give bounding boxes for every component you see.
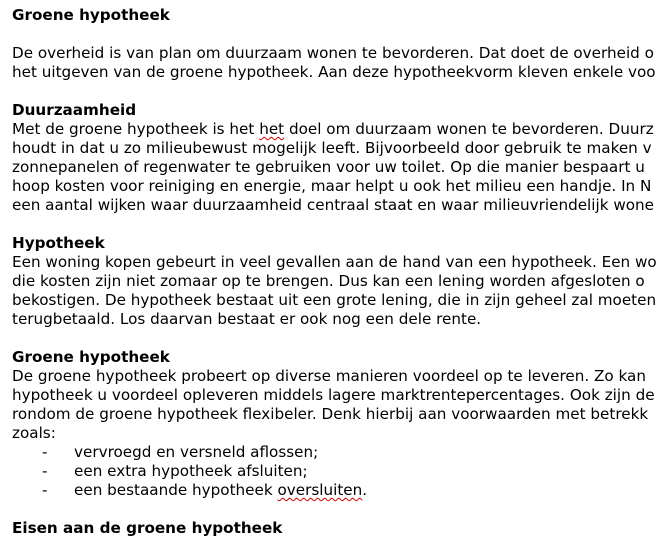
paragraph-line: hypotheek u voordeel opleveren middels lagere marktrentepercentages. Ook zijn de bbox=[12, 386, 655, 404]
paragraph-line: De overheid is van plan om duurzaam wonen te bevorderen. Dat doet de overheid o bbox=[12, 44, 654, 62]
paragraph-line: houdt in dat u zo milieubewust mogelijk leeft. Bijvoorbeeld door gebruik te maken v bbox=[12, 139, 652, 157]
paragraph-line: rondom de groene hypotheek flexibeler. Denk hierbij aan voorwaarden met betrekk bbox=[12, 405, 649, 423]
paragraph-spacer bbox=[12, 329, 672, 348]
spellcheck-flagged-word[interactable]: oversluiten bbox=[277, 481, 363, 499]
text-run: . bbox=[362, 481, 368, 499]
text-run: doel om duurzaam wonen te bevorderen. Duurz bbox=[284, 120, 654, 138]
paragraph-line: die kosten zijn niet zomaar op te brengen. Dus kan een lening worden afgesloten o bbox=[12, 272, 645, 290]
list-bullet-dash: - bbox=[42, 481, 48, 499]
text-run: Met de groene hypotheek is het bbox=[12, 120, 260, 138]
paragraph-line: zoals: bbox=[12, 424, 56, 442]
list-bullet-dash: - bbox=[42, 462, 48, 480]
section-heading-groene-hypotheek: Groene hypotheek bbox=[12, 6, 170, 24]
text-run: een bestaande hypotheek bbox=[74, 481, 278, 499]
paragraph-spacer bbox=[12, 215, 672, 234]
paragraph-spacer bbox=[12, 25, 672, 44]
section-heading-hypotheek: Hypotheek bbox=[12, 234, 105, 252]
section-heading-groene-hypotheek-2: Groene hypotheek bbox=[12, 348, 170, 366]
paragraph-line: Een woning kopen gebeurt in veel gevallen aan de hand van een hypotheek. Een wo bbox=[12, 253, 657, 271]
list-item bbox=[12, 462, 672, 481]
document-page bbox=[12, 6, 672, 538]
section-heading-duurzaamheid: Duurzaamheid bbox=[12, 101, 137, 119]
paragraph-line: terugbetaald. Los daarvan bestaat er ook nog een dele rente. bbox=[12, 310, 482, 328]
list-item-text: vervroegd en versneld aflossen; bbox=[74, 443, 319, 461]
paragraph-line: het uitgeven van de groene hypotheek. Aan deze hypotheekvorm kleven enkele voo bbox=[12, 63, 656, 81]
paragraph-spacer bbox=[12, 500, 672, 519]
paragraph-line: De groene hypotheek probeert op diverse manieren voordeel op te leveren. Zo kan bbox=[12, 367, 646, 385]
spellcheck-flagged-word[interactable]: het bbox=[259, 120, 285, 138]
list-item bbox=[12, 481, 672, 500]
list-item bbox=[12, 443, 672, 462]
paragraph-spacer bbox=[12, 82, 672, 101]
paragraph-line: hoop kosten voor reiniging en energie, maar helpt u ook het milieu een handje. In N bbox=[12, 177, 652, 195]
list-bullet-dash: - bbox=[42, 443, 48, 461]
paragraph-line bbox=[12, 120, 672, 139]
paragraph-line: zonnepanelen of regenwater te gebruiken voor uw toilet. Op die manier bespaart u bbox=[12, 158, 645, 176]
paragraph-line: bekostigen. De hypotheek bestaat uit een grote lening, die in zijn geheel zal moeten bbox=[12, 291, 657, 309]
section-heading-eisen: Eisen aan de groene hypotheek bbox=[12, 519, 283, 537]
paragraph-line: een aantal wijken waar duurzaamheid centraal staat en waar milieuvriendelijk wone bbox=[12, 196, 655, 214]
list-item-text bbox=[74, 481, 367, 500]
list-item-text: een extra hypotheek afsluiten; bbox=[74, 462, 308, 480]
